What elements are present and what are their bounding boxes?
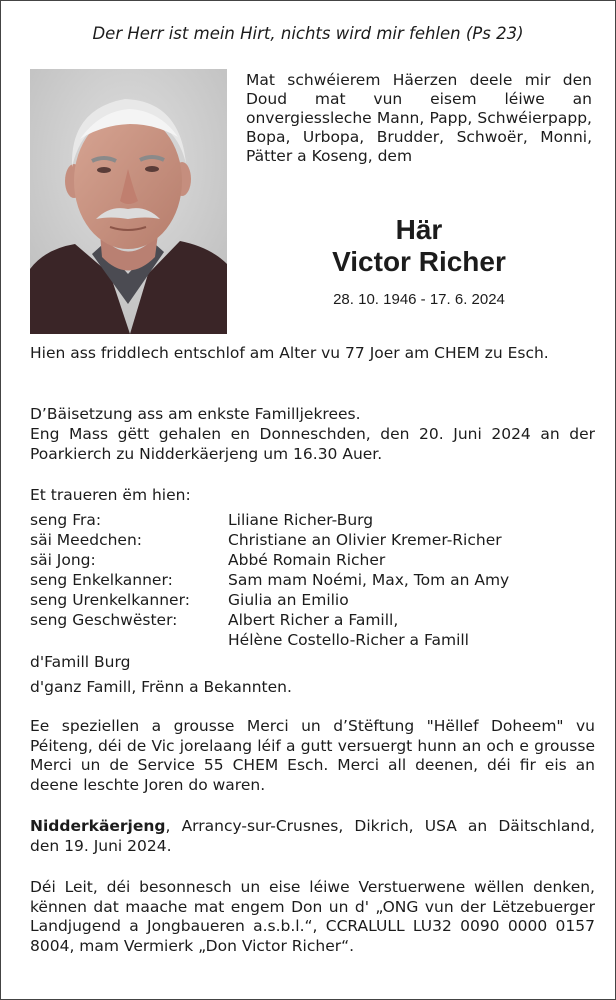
relative-role: säi Jong: [30, 551, 96, 569]
family-burg: d'Famill Burg [30, 653, 131, 671]
relative-names: Albert Richer a Famill, [228, 611, 399, 629]
burial-text: D’Bäisetzung ass am enkste Familljekrees. [30, 405, 361, 423]
portrait-image [30, 69, 227, 334]
life-dates: 28. 10. 1946 - 17. 6. 2024 [333, 291, 505, 308]
family-all: d'ganz Famill, Frënn a Bekannten. [30, 678, 292, 696]
announcement-text: Mat schwéierem Häerzen deele mir den Doud mat vun eisem léiwe an onvergiessleche Mann, Papp, Schwéierpapp, Bopa, Urbopa, Brudder, Schwoër, Monni, Pätter a Koseng, dem [246, 71, 592, 165]
deceased-name: Victor Richer [332, 246, 506, 277]
relative-names: Sam mam Noémi, Max, Tom an Amy [228, 571, 510, 589]
portrait-photo [30, 69, 227, 334]
relative-names: Giulia an Emilio [228, 591, 349, 609]
relative-role: säi Meedchen: [30, 531, 143, 549]
place-name: Nidderkäerjeng [30, 817, 166, 835]
relative-names: Liliane Richer-Burg [228, 511, 374, 529]
mourners-intro: Et traueren ëm hien: [30, 486, 191, 504]
relative-role: seng Enkelkanner: [30, 571, 173, 589]
mass-text: Eng Mass gëtt gehalen en Donneschden, den 20. Juni 2024 an der Poarkierch zu Nidderkäerjeng um 16.30 Auer. [30, 425, 595, 463]
relative-names: Hélène Costello-Richer a Famill [228, 631, 469, 649]
donation-text: Déi Leit, déi besonnesch un eise léiwe Verstuerwene wëllen denken, kënnen dat maache mat engem Don un d' „ONG vun der Lëtzebuerger Landjugend a Jongbaueren a.s.b.l.“, CCRALULL LU32 0090 0000 0157 8004, mam Vermierk „Don Victor Richer“. [30, 878, 595, 955]
psalm-motto: Der Herr ist mein Hirt, nichts wird mir fehlen (Ps 23) [92, 24, 524, 43]
passing-text: Hien ass friddlech entschlof am Alter vu 77 Joer am CHEM zu Esch. [30, 344, 549, 362]
relative-role: seng Geschwëster: [30, 611, 178, 629]
relative-names: Christiane an Olivier Kremer-Richer [228, 531, 502, 549]
place-date [30, 817, 595, 856]
honorific: Här [395, 214, 443, 245]
relative-names: Abbé Romain Richer [228, 551, 386, 569]
relative-role: seng Fra: [30, 511, 102, 529]
place-rest: , Arrancy-sur-Crusnes, Dikrich, USA an Däitschland, den 19. Juni 2024. [30, 817, 595, 855]
thanks-text: Ee speziellen a grousse Merci un d’Stëftung "Hëllef Doheem" vu Péiteng, déi de Vic jorelaang léif a gutt versuergt hunn an och e grousse Merci un de Service 55 CHEM Esch. Merci all deenen, déi fir eis an deene leschte Joren do waren. [30, 717, 595, 794]
relative-role: seng Urenkelkanner: [30, 591, 190, 609]
